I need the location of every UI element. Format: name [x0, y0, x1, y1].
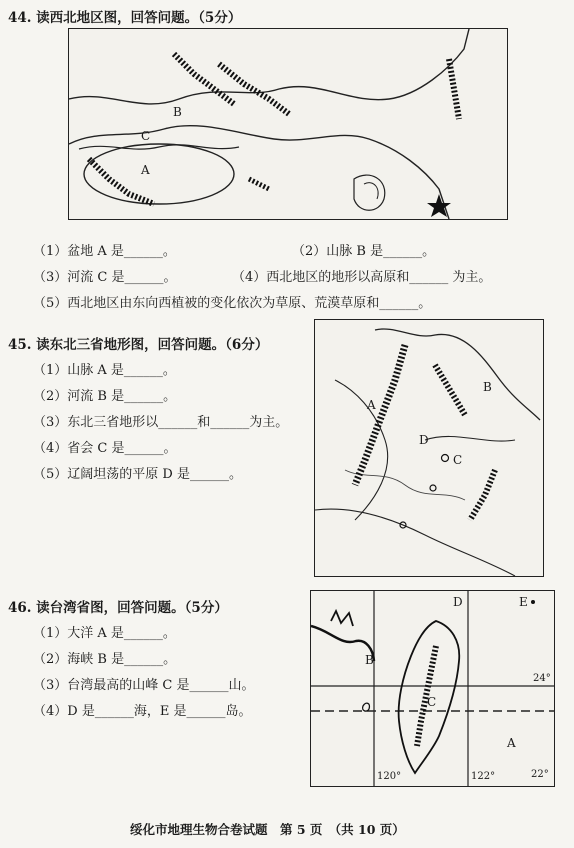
page-footer: 绥化市地理生物合卷试题 第 5 页 （共 10 页） — [130, 822, 405, 837]
northwest-map-drawing — [69, 29, 507, 219]
q45-label-b: B — [483, 380, 492, 394]
q44-item-4: （4）西北地区的地形以高原和______ 为主。 — [232, 270, 492, 285]
q46-label-lon120: 120° — [377, 771, 402, 782]
q46-title: 46. 读台湾省图，回答问题。（5分） — [8, 600, 228, 616]
q46-item-2: （2）海峡 B 是______。 — [33, 652, 177, 667]
q44-item-3: （3）河流 C 是______。 — [33, 270, 177, 285]
taiwan-map-drawing — [311, 591, 554, 786]
q46-label-lat22: 22° — [531, 769, 549, 780]
q44-label-b: B — [173, 105, 182, 119]
q46-item-1: （1）大洋 A 是______。 — [33, 626, 176, 641]
q46-item-4: （4）D 是______海，E 是______岛。 — [33, 704, 252, 719]
q44-item-1: （1）盆地 A 是______。 — [33, 244, 176, 259]
q46-label-b: B — [365, 653, 374, 667]
q46-label-lat24: 24° — [533, 673, 551, 684]
q45-label-d: D — [419, 433, 429, 447]
q45-map-northeast — [314, 319, 544, 577]
q45-item-2: （2）河流 B 是______。 — [33, 389, 177, 404]
northeast-map-drawing — [315, 320, 543, 576]
q45-title: 45. 读东北三省地形图，回答问题。（6分） — [8, 337, 269, 353]
q46-label-e: E — [519, 595, 528, 609]
q44-map-northwest — [68, 28, 508, 220]
q45-item-1: （1）山脉 A 是______。 — [33, 363, 176, 378]
q46-label-a: A — [507, 736, 516, 750]
q44-label-c: C — [141, 129, 151, 143]
q46-label-d: D — [453, 595, 463, 609]
q46-label-lon122: 122° — [471, 771, 496, 782]
q45-item-4: （4）省会 C 是______。 — [33, 441, 177, 456]
q44-item-2: （2）山脉 B 是______。 — [292, 244, 436, 259]
q44-label-a: A — [141, 163, 150, 177]
q45-label-c: C — [453, 453, 463, 467]
q45-label-a: A — [367, 398, 376, 412]
q44-item-5: （5）西北地区由东向西植被的变化依次为草原、荒漠草原和______。 — [33, 296, 432, 311]
q45-item-5: （5）辽阔坦荡的平原 D 是______。 — [33, 467, 242, 482]
q46-map-taiwan — [310, 590, 555, 787]
q45-item-3: （3）东北三省地形以______和______为主。 — [33, 415, 289, 430]
q44-title: 44. 读西北地区图，回答问题。（5分） — [8, 10, 242, 26]
q46-item-3: （3）台湾最高的山峰 C 是______山。 — [33, 678, 255, 693]
q46-label-c: C — [427, 695, 437, 709]
